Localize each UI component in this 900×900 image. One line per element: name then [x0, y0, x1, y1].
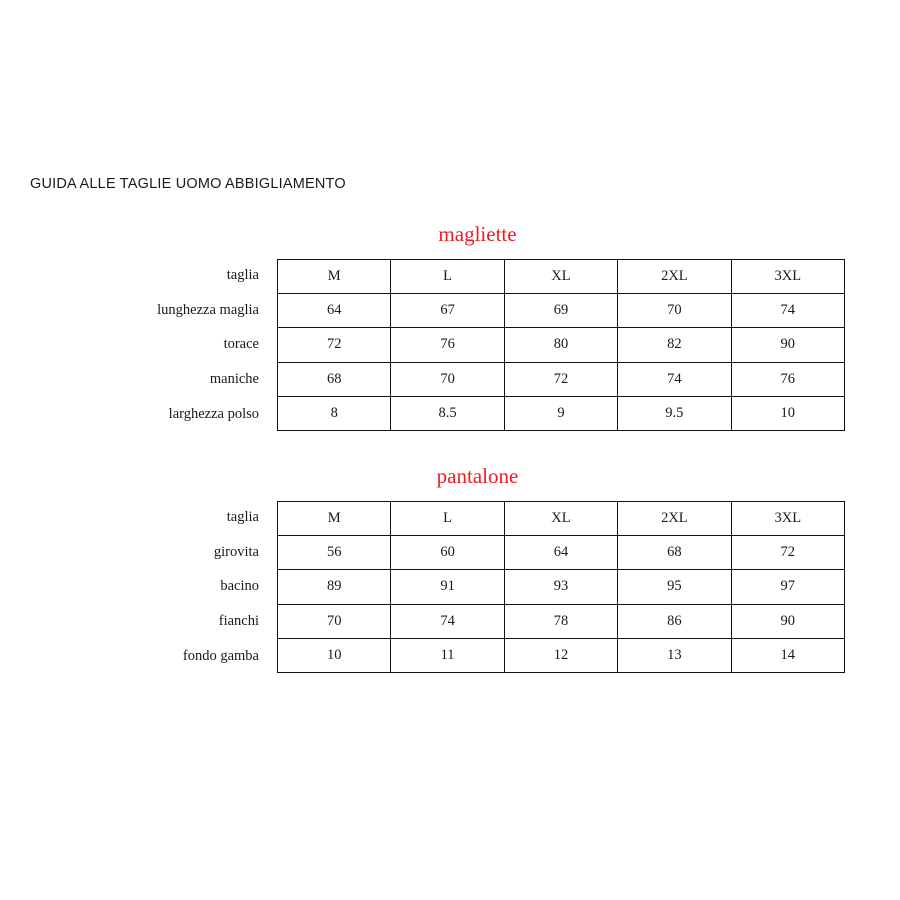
size-grid-magliette	[55, 259, 845, 431]
table-cell: 12	[504, 638, 617, 672]
table-cell: 56	[278, 536, 391, 570]
table-cell: 97	[731, 570, 844, 604]
page-title: GUIDA ALLE TAGLIE UOMO ABBIGLIAMENTO	[30, 176, 346, 192]
table-cell: 68	[618, 536, 731, 570]
table-cell: M	[278, 502, 391, 536]
size-table-magliette	[277, 259, 845, 431]
table-row	[278, 294, 845, 328]
table-cell: 72	[731, 536, 844, 570]
size-grid-pantalone	[55, 501, 845, 673]
row-labels-pantalone	[55, 501, 277, 673]
table-cell: 93	[504, 570, 617, 604]
row-label: torace	[223, 336, 259, 353]
table-cell: 3XL	[731, 260, 844, 294]
table-cell: 13	[618, 638, 731, 672]
table-cell: 72	[504, 362, 617, 396]
row-label: maniche	[209, 371, 259, 388]
table-cell: 80	[504, 328, 617, 362]
table-cell: 82	[618, 328, 731, 362]
row-label: girovita	[213, 543, 259, 560]
table-cell: XL	[504, 260, 617, 294]
table-cell: 60	[391, 536, 504, 570]
row-label: fianchi	[218, 613, 259, 630]
table-cell: 67	[391, 294, 504, 328]
section-title-magliette: magliette	[438, 222, 517, 246]
row-label: larghezza polso	[168, 405, 259, 422]
table-cell: 90	[731, 604, 844, 638]
size-table-pantalone	[277, 501, 845, 673]
table-cell: 89	[278, 570, 391, 604]
table-row	[278, 396, 845, 430]
table-cell: 95	[618, 570, 731, 604]
table-cell: 10	[278, 638, 391, 672]
table-cell: 74	[391, 604, 504, 638]
table-cell: 10	[731, 396, 844, 430]
table-cell: XL	[504, 502, 617, 536]
table-cell: 76	[731, 362, 844, 396]
table-row	[278, 570, 845, 604]
table-row	[278, 362, 845, 396]
table-cell: 74	[731, 294, 844, 328]
table-cell: 14	[731, 638, 844, 672]
table-row	[278, 260, 845, 294]
table-cell: 70	[618, 294, 731, 328]
table-cell: L	[391, 502, 504, 536]
table-cell: 2XL	[618, 260, 731, 294]
table-cell: M	[278, 260, 391, 294]
table-cell: 69	[504, 294, 617, 328]
row-label: bacino	[220, 578, 259, 595]
table-cell: 86	[618, 604, 731, 638]
section-title-pantalone: pantalone	[436, 464, 519, 488]
row-label: taglia	[226, 267, 259, 283]
table-cell: 9	[504, 396, 617, 430]
table-cell: 11	[391, 638, 504, 672]
table-row	[278, 502, 845, 536]
table-cell: 68	[278, 362, 391, 396]
table-cell: 70	[278, 604, 391, 638]
row-labels-magliette	[55, 259, 277, 431]
table-cell: 64	[504, 536, 617, 570]
table-cell: 64	[278, 294, 391, 328]
table-cell: 3XL	[731, 502, 844, 536]
row-label: taglia	[226, 509, 259, 525]
table-cell: L	[391, 260, 504, 294]
table-row	[278, 604, 845, 638]
table-cell: 70	[391, 362, 504, 396]
section-pantalone	[0, 464, 900, 673]
table-cell: 78	[504, 604, 617, 638]
table-cell: 74	[618, 362, 731, 396]
table-row	[278, 536, 845, 570]
row-label: lunghezza maglia	[157, 301, 259, 318]
table-cell: 76	[391, 328, 504, 362]
table-row	[278, 328, 845, 362]
section-magliette	[0, 222, 900, 431]
table-cell: 8.5	[391, 396, 504, 430]
table-cell: 90	[731, 328, 844, 362]
table-cell: 91	[391, 570, 504, 604]
table-cell: 2XL	[618, 502, 731, 536]
table-cell: 9.5	[618, 396, 731, 430]
table-row	[278, 638, 845, 672]
table-cell: 72	[278, 328, 391, 362]
table-cell: 8	[278, 396, 391, 430]
row-label: fondo gamba	[182, 647, 259, 664]
